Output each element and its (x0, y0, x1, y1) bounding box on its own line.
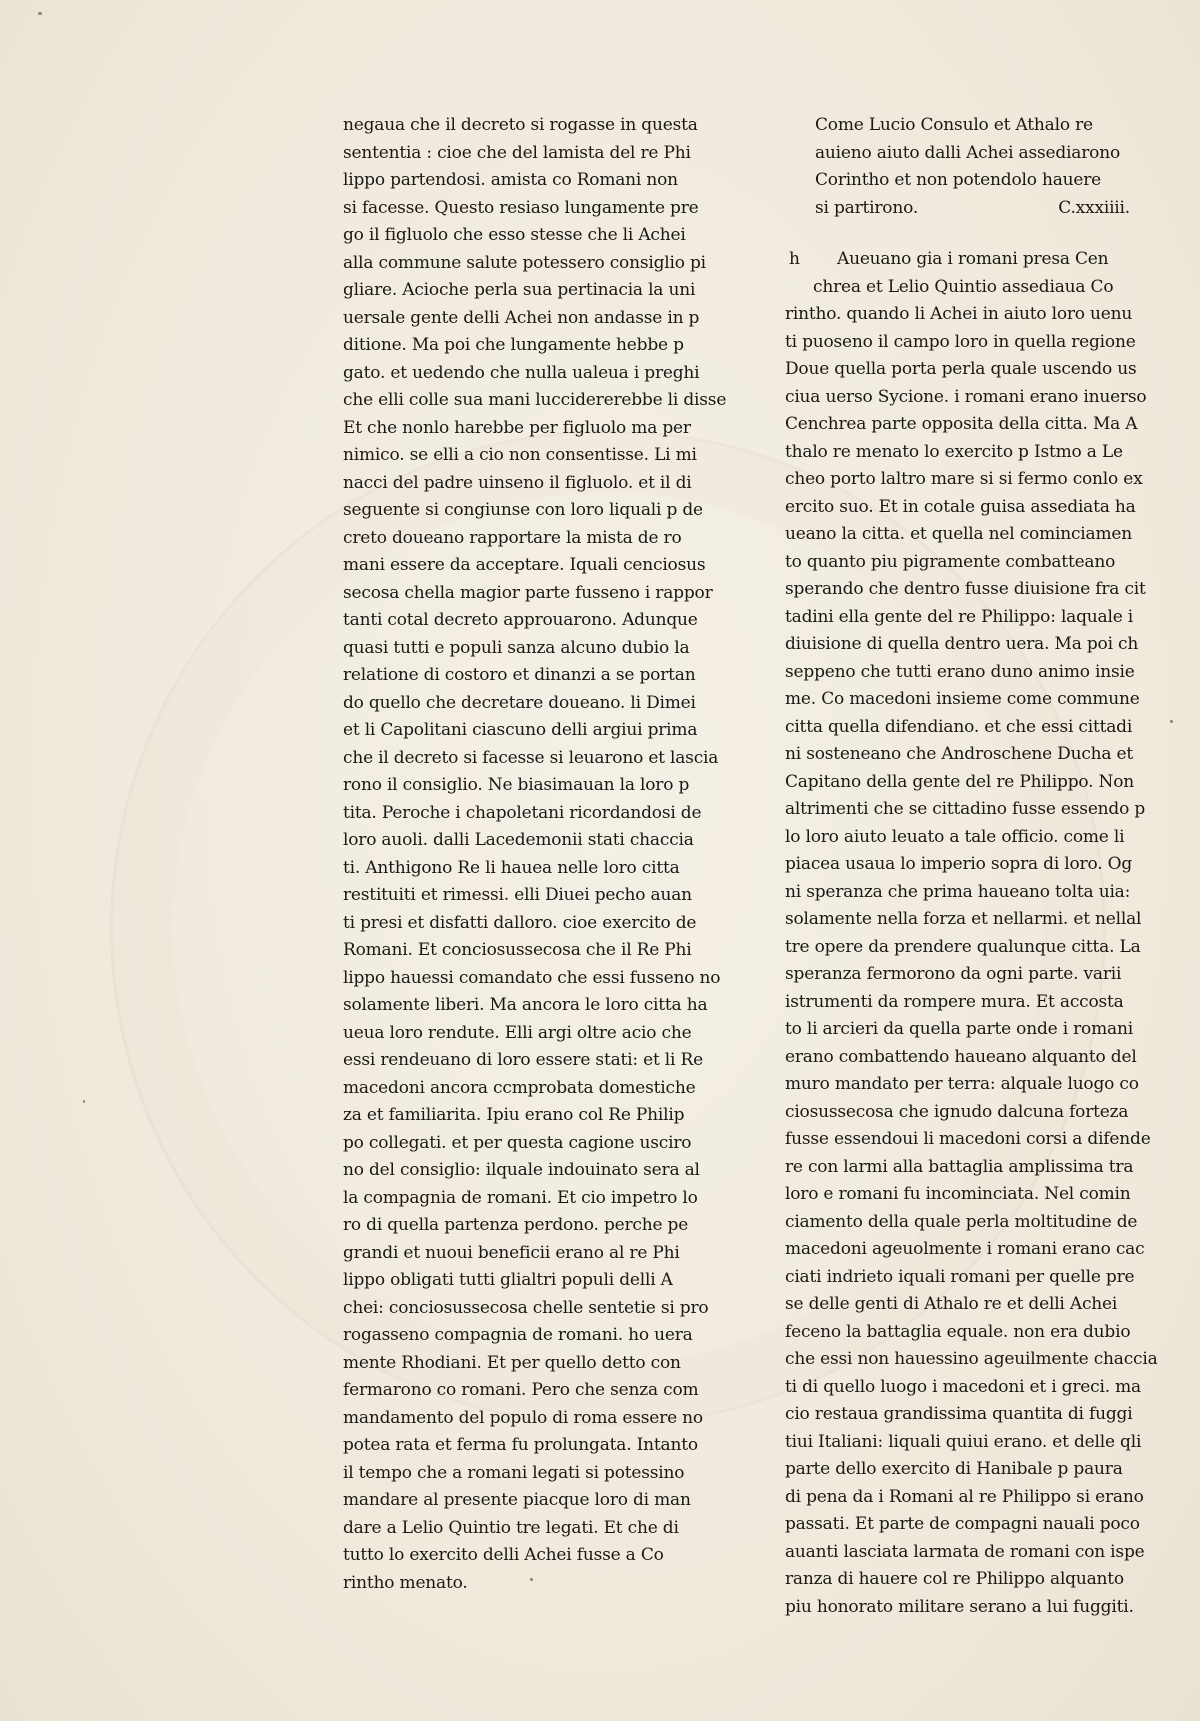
right-text-column (785, 112, 1158, 1621)
text-line: auieno aiuto dalli Achei assediarono (815, 142, 1120, 163)
text-line: grandi et nuoui beneficii erano al re Phi (343, 1242, 680, 1263)
text-line: Cenchrea parte opposita della citta. Ma A (785, 414, 1138, 434)
text-line: re con larmi alla battaglia amplissima tra (785, 1156, 1134, 1177)
ink-speck (1170, 720, 1173, 723)
text-line: mandare al presente piacque loro di man (343, 1490, 691, 1510)
text-line: alla commune salute potessero consiglio pi (343, 252, 706, 273)
text-line: piacea usaua lo imperio sopra di loro. Og (785, 854, 1133, 874)
text-line: no del consiglio: ilquale indouinato sera al (343, 1160, 700, 1180)
text-line: solamente liberi. Ma ancora le loro citta ha (343, 995, 708, 1015)
text-line: parte dello exercito di Hanibale p paura (785, 1459, 1123, 1479)
text-line: che essi non hauessino ageuilmente chaccia (785, 1349, 1158, 1369)
text-line: ni speranza che prima haueano tolta uia: (785, 881, 1131, 902)
text-line: quasi tutti e populi sanza alcuno dubio la (343, 637, 690, 658)
left-text-column (343, 112, 727, 1597)
text-line: dare a Lelio Quintio tre legati. Et che di (343, 1517, 679, 1538)
text-line: chei: conciosussecosa chelle sentetie si pro (343, 1297, 709, 1318)
text-line: rono il consiglio. Ne biasimauan la loro p (343, 775, 690, 795)
text-line: Doue quella porta perla quale uscendo us (785, 359, 1137, 379)
text-line: sperando che dentro fusse diuisione fra cit (785, 579, 1146, 599)
text-line: do quello che decretare doueano. li Dimei (343, 692, 696, 713)
text-line: secosa chella magior parte fusseno i rappor (343, 582, 713, 603)
text-line: za et familiarita. Ipiu erano col Re Philip (343, 1105, 685, 1125)
text-line: tiui Italiani: liquali quiui erano. et delle qli (785, 1431, 1142, 1452)
text-line: mente Rhodiani. Et per quello detto con (343, 1352, 681, 1373)
text-line: cheo porto laltro mare si si fermo conlo ex (785, 469, 1143, 489)
text-line: ciua uerso Sycione. i romani erano inuerso (785, 386, 1147, 407)
text-line: piu honorato militare serano a lui fuggiti. (785, 1596, 1134, 1617)
text-line: macedoni ancora ccmprobata domestiche (343, 1077, 696, 1098)
text-line: se delle genti di Athalo re et delli Achei (785, 1294, 1118, 1314)
text-line: uersale gente delli Achei non andasse in p (343, 307, 700, 328)
text-line: potea rata et ferma fu prolungata. Intanto (343, 1435, 698, 1455)
chapter-heading (785, 112, 1130, 222)
text-line: nacci del padre uinseno il figluolo. et il di (343, 472, 692, 493)
text-line: speranza fermorono da ogni parte. varii (785, 964, 1122, 984)
text-line: ciati indrieto iquali romani per quelle pre (785, 1266, 1135, 1287)
text-line: diuisione di quella dentro uera. Ma poi ch (785, 634, 1139, 654)
text-line: lippo hauessi comandato che essi fusseno no (343, 967, 721, 988)
text-line: loro e romani fu incominciata. Nel comin (785, 1184, 1131, 1204)
text-line: gato. et uedendo che nulla ualeua i preghi (343, 362, 700, 383)
text-line: ti. Anthigono Re li hauea nelle loro citta (343, 857, 680, 878)
text-line: me. Co macedoni insieme come commune (785, 689, 1140, 709)
text-line: di pena da i Romani al re Philippo si erano (785, 1486, 1144, 1507)
text-line: lippo obligati tutti glialtri populi delli A (343, 1270, 673, 1290)
ink-speck (83, 1100, 85, 1103)
text-line: ranza di hauere col re Philippo alquanto (785, 1569, 1124, 1589)
text-line: muro mandato per terra: alquale luogo co (785, 1074, 1139, 1094)
text-line: go il figluolo che esso stesse che li Achei (343, 225, 686, 245)
text-line: Corintho et non potendolo hauere (815, 170, 1102, 190)
text-line: et li Capolitani ciascuno delli argiui prima (343, 720, 698, 740)
text-line: nimico. se elli a cio non consentisse. Li mi (343, 445, 697, 465)
text-line: lippo partendosi. amista co Romani non (343, 170, 678, 190)
text-line: ni sosteneano che Androschene Ducha et (785, 744, 1134, 764)
text-line: Capitano della gente del re Philippo. Non (785, 771, 1134, 792)
text-line: ti puoseno il campo loro in quella regione (785, 331, 1136, 352)
text-line: essi rendeuano di loro essere stati: et li Re (343, 1050, 703, 1070)
text-line: ti di quello luogo i macedoni et i greci. ma (785, 1376, 1141, 1397)
text-line: Aueuano gia i romani presa Cen (837, 249, 1109, 269)
text-line: citta quella difendiano. et che essi cittadi (785, 716, 1133, 737)
text-line: la compagnia de romani. Et cio impetro lo (343, 1187, 698, 1208)
text-line: solamente nella forza et nellarmi. et nellal (785, 909, 1142, 929)
text-line: to li arcieri da quella parte onde i romani (785, 1019, 1133, 1039)
text-line: che il decreto si facesse si leuarono et lascia (343, 747, 719, 768)
text-line: tutto lo exercito delli Achei fusse a Co (343, 1545, 664, 1565)
text-line: fusse essendoui li macedoni corsi a difende (785, 1129, 1151, 1149)
text-line: Come Lucio Consulo et Athalo re (815, 115, 1093, 135)
text-line: fermarono co romani. Pero che senza com (343, 1380, 699, 1400)
text-line: seppeno che tutti erano duno animo insie (785, 661, 1135, 682)
text-line: ciosussecosa che ignudo dalcuna forteza (785, 1101, 1129, 1122)
text-line: lo loro aiuto leuato a tale officio. come li (785, 826, 1125, 847)
text-line: ercito suo. Et in cotale guisa assediata ha (785, 496, 1136, 517)
text-line: po collegati. et per questa cagione usciro (343, 1132, 692, 1153)
text-line: to quanto piu pigramente combatteano (785, 551, 1116, 572)
text-line: tre opere da prendere qualunque citta. La (785, 936, 1141, 957)
initial-guide-letter: h (789, 249, 800, 269)
text-line: ueano la citta. et quella nel cominciamen (785, 524, 1133, 544)
text-line: feceno la battaglia equale. non era dubio (785, 1321, 1131, 1342)
text-line: rintho. quando li Achei in aiuto loro uenu (785, 304, 1133, 324)
text-line: sententia : cioe che del lamista del re Phi (343, 142, 691, 163)
text-line: passati. Et parte de compagni nauali poco (785, 1514, 1140, 1534)
text-line: rogasseno compagnia de romani. ho uera (343, 1325, 693, 1345)
text-line: chrea et Lelio Quintio assediaua Co (813, 276, 1114, 297)
text-line: ueua loro rendute. Elli argi oltre acio che (343, 1022, 692, 1043)
text-line: mandamento del populo di roma essere no (343, 1407, 703, 1428)
text-line: thalo re menato lo exercito p Istmo a Le (785, 441, 1123, 462)
text-line: Et che nonlo harebbe per figluolo ma per (343, 417, 691, 438)
text-line: tadini ella gente del re Philippo: laquale i (785, 606, 1134, 627)
text-line: negaua che il decreto si rogasse in questa (343, 115, 698, 135)
text-line: cio restaua grandissima quantita di fuggi (785, 1404, 1133, 1424)
text-line (785, 195, 1130, 223)
text-line: tita. Peroche i chapoletani ricordandosi de (343, 802, 702, 823)
text-line: macedoni ageuolmente i romani erano cac (785, 1239, 1145, 1259)
text-line: restituiti et rimessi. elli Diuei pecho auan (343, 885, 692, 905)
text-line: altrimenti che se cittadino fusse essendo p (785, 799, 1146, 819)
text-line: seguente si congiunse con loro liquali p de (343, 500, 703, 520)
text-line: creto doueano rapportare la mista de ro (343, 527, 682, 548)
text-line: rintho menato. (343, 1572, 468, 1593)
text-line: gliare. Acioche perla sua pertinacia la uni (343, 280, 696, 300)
text-line: erano combattendo haueano alquanto del (785, 1046, 1137, 1067)
text-line: che elli colle sua mani luccidererebbe li disse (343, 390, 727, 410)
text-line: ro di quella partenza perdono. perche pe (343, 1215, 689, 1235)
text-line: ditione. Ma poi che lungamente hebbe p (343, 335, 684, 355)
chapter-number: C.xxxiiii. (1058, 197, 1130, 218)
text-line: istrumenti da rompere mura. Et accosta (785, 991, 1124, 1012)
text-line: mani essere da acceptare. Iquali cenciosus (343, 555, 706, 575)
ink-speck (38, 12, 42, 15)
text-line: tanti cotal decreto approuarono. Adunque (343, 610, 698, 630)
text-line: il tempo che a romani legati si potessino (343, 1462, 685, 1483)
chapter-body (785, 246, 1158, 1621)
text-line: Romani. Et conciosussecosa che il Re Phi (343, 940, 692, 960)
text-line: auanti lasciata larmata de romani con ispe (785, 1541, 1145, 1562)
text-line: loro auoli. dalli Lacedemonii stati chaccia (343, 830, 694, 850)
heading-text: si partirono. (815, 197, 919, 218)
text-line: relatione di costoro et dinanzi a se portan (343, 665, 696, 685)
text-line: si facesse. Questo resiaso lungamente pre (343, 197, 699, 218)
text-line: ti presi et disfatti dalloro. cioe exercito de (343, 912, 697, 933)
text-line: ciamento della quale perla moltitudine de (785, 1211, 1138, 1232)
